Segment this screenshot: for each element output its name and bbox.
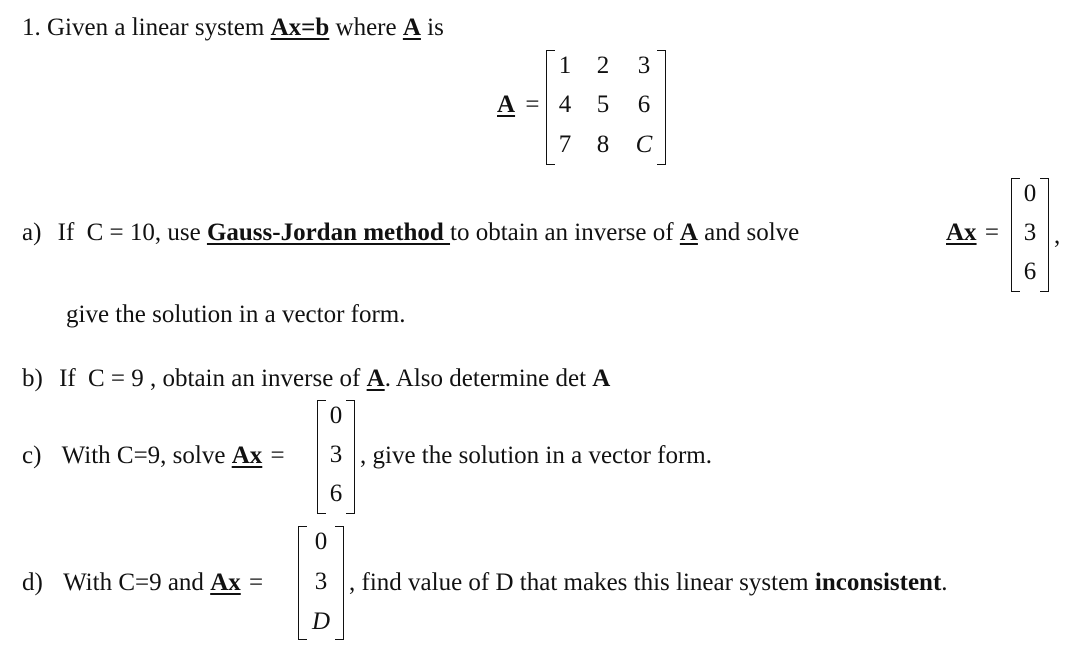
matrix-a <box>546 50 666 165</box>
vector-d <box>298 526 344 640</box>
part-marker: a) <box>22 219 42 246</box>
vector-cell: 0 <box>314 528 328 555</box>
matrix-cell: 6 <box>637 91 651 118</box>
part-c: c) With C=9, solve Ax = <box>22 442 285 469</box>
part-marker: c) <box>22 442 42 469</box>
vector-cell: 3 <box>314 568 328 595</box>
part-a-comma: , <box>1054 222 1061 249</box>
vector-a <box>1011 178 1049 292</box>
matrix-cell: 7 <box>558 131 572 158</box>
vector-cell: 6 <box>329 480 343 507</box>
matrix-a-label: A = <box>497 91 540 118</box>
vector-cell: 0 <box>329 402 343 429</box>
vector-cell: D <box>311 608 331 635</box>
det-matrix: A <box>592 365 611 392</box>
method-name: Gauss-Jordan method <box>206 219 451 246</box>
matrix-symbol: A <box>402 14 421 41</box>
matrix-cell: 4 <box>558 91 572 118</box>
matrix-cell: 5 <box>596 91 610 118</box>
part-a-lhs: Ax = <box>946 219 999 246</box>
vector-cell: 3 <box>1023 219 1037 246</box>
part-a: a) If C = 10, use Gauss-Jordan method to obtain an inverse of A and solve <box>22 219 800 246</box>
part-marker: d) <box>22 569 43 596</box>
vector-cell: 6 <box>1023 258 1037 285</box>
vector-cell: 3 <box>329 441 343 468</box>
part-d: d) With C=9 and Ax = <box>22 569 264 596</box>
vector-c <box>317 400 355 514</box>
matrix-cell: 3 <box>637 52 651 79</box>
vector-cell: 0 <box>1023 180 1037 207</box>
matrix-cell: 1 <box>558 52 572 79</box>
part-b: b) If C = 9 , obtain an inverse of A. Also determine det A <box>22 365 611 392</box>
part-d-tail: , find value of D that makes this linear system inconsistent. <box>349 569 948 596</box>
matrix-cell: C <box>635 131 653 158</box>
part-marker: b) <box>22 365 43 392</box>
matrix-cell: 8 <box>596 131 610 158</box>
emphasis-inconsistent: inconsistent <box>814 569 942 596</box>
problem-intro: 1. Given a linear system Ax=b where A is <box>22 14 444 41</box>
part-a-line2: give the solution in a vector form. <box>66 301 406 328</box>
matrix-cell: 2 <box>596 52 610 79</box>
system-equation: Ax=b <box>270 14 330 41</box>
part-c-tail: , give the solution in a vector form. <box>360 442 713 469</box>
